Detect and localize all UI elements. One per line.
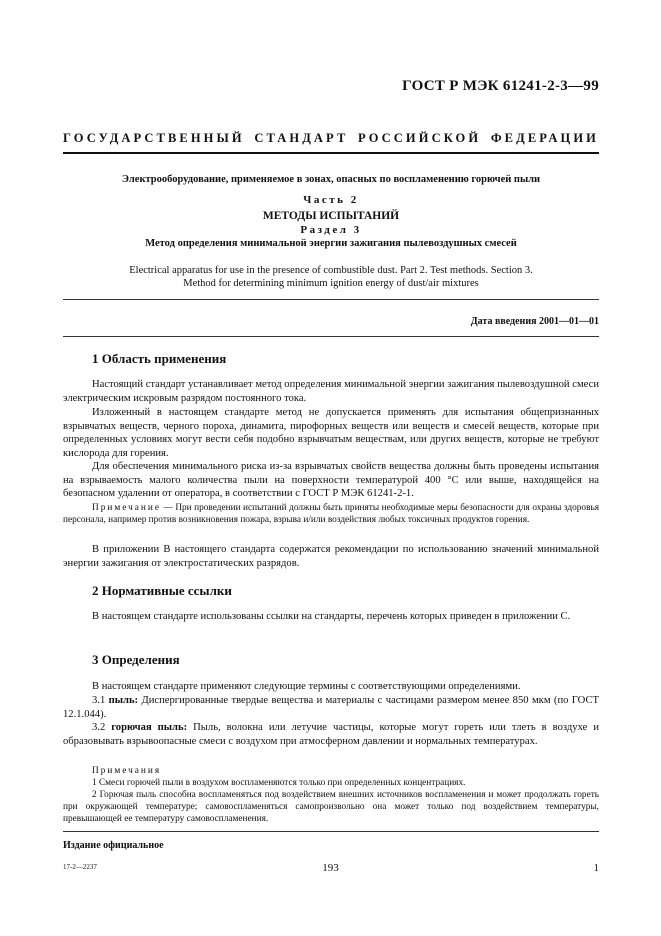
sheet-number: 1 (593, 862, 599, 874)
section-label: Раздел 3 (300, 224, 362, 236)
definition-dust-text: Диспергированные твердые вещества и материалы с частицами размером менее 850 мкм (по ГОСТ 12.1.044). (63, 695, 599, 720)
part-label: Часть 2 (303, 194, 359, 206)
document-code: ГОСТ Р МЭК 61241-2-3—99 (402, 78, 599, 94)
section-2-heading: 2 Нормативные ссылки (92, 583, 232, 598)
methods-title: МЕТОДЫ ИСПЫТАНИЙ (262, 210, 400, 222)
title-rule (63, 299, 599, 300)
official-edition-label: Издание официальное (63, 840, 164, 851)
section-1-heading: 1 Область применения (92, 351, 227, 366)
notes-label (63, 765, 599, 777)
section-1-note (63, 502, 599, 526)
note-label: Примечание (92, 503, 161, 513)
standard-subtitle: Метод определения минимальной энергии зажигания пылевоздушных смесей (145, 238, 517, 249)
section-1-paragraph-2: Изложенный в настоящем стандарте метод не допускается применять для испытания общепризнанных взрывчатых веществ, черного пороха, динамита, пирофорных веществ или веществ и смесей веществ, которые при определенных условиях могут вести себя подобно взрывчатым веществам, или других веществ, которые не требуют кислорода для горения. (63, 407, 599, 459)
date-rule (63, 336, 599, 337)
section-1-paragraph-4: В приложении В настоящего стандарта содержатся рекомендации по использованию значений минимальной энергии зажигания от электростатических разрядов. (63, 544, 599, 569)
section-1-paragraph-3: Для обеспечения минимального риска из-за взрывчатых свойств вещества должны быть проведены испытания на взрываемость малого количества пыли на поверхности температурой 400 °С или выше, находящейся на безопасном удалении от оператора, в соответствии с ГОСТ Р МЭК 61241-2-1. (63, 461, 599, 500)
definition-combustible-dust-text: Пыль, волокна или летучие частицы, которые могут гореть или тлеть в воздухе и образовывать взрывоопасные смеси с воздухом при атмосферном давлении и нормальных температурах. (63, 722, 599, 747)
definition-combustible-dust-number: 3.2 (92, 722, 112, 733)
section-2-paragraph-1: В настоящем стандарте использованы ссылки на стандарты, перечень которых приведен в приложении С. (92, 611, 571, 622)
definition-dust-number: 3.1 (92, 695, 109, 706)
notes-label-text: Примечания (92, 766, 162, 776)
standard-title: Электрооборудование, применяемое в зонах, опасных по воспламенению горючей пыли (121, 174, 541, 185)
section-3-heading: 3 Определения (92, 652, 180, 667)
page-number: 193 (322, 862, 339, 874)
footer-rule (63, 831, 599, 832)
english-title-line1: Electrical apparatus for use in the presence of combustible dust. Part 2. Test methods. Section 3. (129, 265, 533, 276)
header-rule (63, 152, 599, 154)
definition-combustible-dust-term: горючая пыль: (111, 722, 188, 733)
definition-dust-term: пыль: (108, 695, 139, 706)
section-3-paragraph-1: В настоящем стандарте применяют следующие термины с соответствующими определениями. (92, 681, 521, 692)
print-code: 17-2—2237 (63, 863, 97, 871)
definition-dust (63, 694, 599, 721)
note-text: — При проведении испытаний должны быть приняты необходимые меры безопасности для охраны здоровья персонала, например против возникновения пожара, взрыва и/или воздействия любых токсичных продуктов горения. (63, 503, 599, 525)
section-1-paragraph-1: Настоящий стандарт устанавливает метод определения минимальной энергии зажигания пылевоздушной смеси электрическим искровым разрядом постоянного тока. (63, 379, 599, 404)
introduction-date: Дата введения 2001—01—01 (470, 316, 599, 327)
note-2: 2 Горючая пыль способна воспламеняться под воздействием внешних источников воспламенения и может продолжать гореть при окружающей температуре; самовоспламеняться самопроизвольно она может только под воздействием температуры, превышающей ее температуру самовоспламенения. (63, 790, 599, 824)
english-title-line2: Method for determining minimum ignition energy of dust/air mixtures (183, 278, 479, 289)
note-1: 1 Смеси горючей пыли в воздухом воспламеняются только при определенных концентрациях. (92, 778, 466, 788)
state-standard-banner: ГОСУДАРСТВЕННЫЙ СТАНДАРТ РОССИЙСКОЙ ФЕДЕРАЦИИ (63, 131, 599, 145)
definition-combustible-dust (63, 721, 599, 748)
